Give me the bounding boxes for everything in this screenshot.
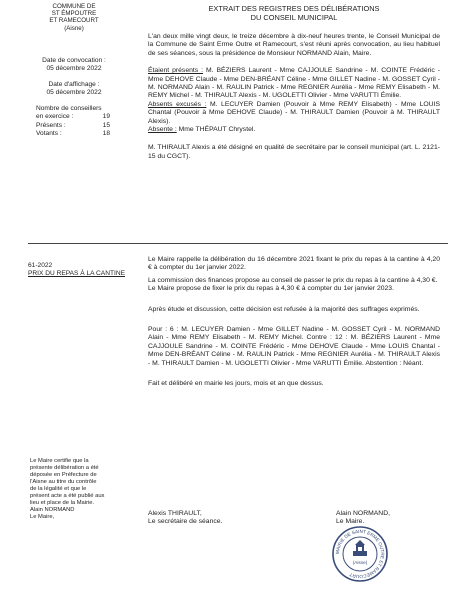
conseillers-value: 15	[102, 121, 110, 129]
stamp-center-text: (Aisne)	[352, 560, 368, 565]
certification-line: l'Aisne au titre du contrôle	[30, 479, 97, 485]
certification-line: présente délibération a été	[30, 465, 99, 471]
conseillers-row	[28, 130, 120, 138]
absents-label: Absents excusés :	[148, 100, 207, 108]
secretary-signature	[148, 510, 222, 527]
affichage-date: 05 décembre 2022	[46, 89, 102, 97]
certification-line: lieu et place de la Mairie.	[30, 500, 95, 506]
secretary-role: Le secrétaire de séance.	[148, 518, 223, 526]
stamp-graphic	[331, 525, 389, 583]
conseillers-value: 18	[102, 129, 110, 137]
deliberation-header	[28, 262, 128, 279]
stamp-ring-text: MAIRIE DE SAINT ERME OUTRE ET RAMECOURT	[334, 528, 386, 580]
session-info	[28, 57, 120, 138]
conseillers-label: Présents :	[36, 121, 66, 129]
session-body	[148, 33, 440, 161]
convocation-date: 05 décembre 2022	[46, 65, 102, 73]
deliberation-para-2: La commission des finances propose au conseil de passer le prix du repas à la cantine à 4,30 €.	[148, 276, 438, 284]
document-title	[148, 4, 440, 22]
deliberation-para-3: Le Maire propose de fixer le prix du repas à 4,30 € à compter du 1er janvier 2023.	[148, 285, 394, 293]
separator-line	[28, 243, 448, 244]
absents-list: M. LECUYER Damien (Pouvoir à Mme REMY Elisabeth) - Mme LOUIS Chantal (Pouvoir à Mme DEHOVE Claude) - M. THIRAULT Damien (Pouvoir à M. THIRAULT Alexis).	[148, 100, 440, 125]
secretary-name: Alexis THIRAULT,	[148, 510, 202, 517]
session-intro: L'an deux mille vingt deux, le treize décembre à dix-neuf heures trente, le Conseil Municipal de la Commune de Saint Erme Outre et Ramecourt, s'est réuni après convocation, au lieu habituel de ses séances, sous la présidence de Monsieur NORMAND Alain, Maire.	[148, 33, 440, 57]
certification-line: Alain NORMAND	[30, 507, 75, 513]
closing-statement: Fait et délibéré en mairie les jours, mois et an que dessus.	[148, 380, 324, 388]
absent-label: Absente :	[148, 126, 177, 134]
official-stamp-seal	[331, 525, 389, 583]
deliberation-subject: PRIX DU REPAS À LA CANTINE	[28, 270, 125, 278]
certification-line: Le Maire,	[30, 514, 55, 520]
deliberation-body	[148, 256, 440, 388]
conseillers-value: 19	[102, 113, 110, 121]
title-line-2: DU CONSEIL MUNICIPAL	[250, 13, 338, 22]
commune-line: COMMUNE DE	[52, 3, 96, 10]
commune-line: ST ÉMPOUTRE	[51, 10, 97, 18]
deliberation-result: Après étude et discussion, cette décision est refusée à la majorité des suffrages exprimés.	[148, 305, 420, 313]
certification-line: présent acte a été publié aux	[30, 493, 105, 499]
conseillers-label: en exercice :	[36, 113, 74, 121]
commune-header	[28, 3, 120, 32]
mayor-name: Alain NORMAND,	[336, 510, 391, 517]
certification-line: Le Maire certifie que la	[30, 458, 89, 464]
conseillers-row	[28, 122, 120, 130]
certification-note	[30, 458, 116, 521]
deliberation-para-1: Le Maire rappelle la délibération du 16 décembre 2021 fixant le prix du repas à la cantine à 4,20 € à compter du 1er janvier 2022.	[148, 256, 440, 272]
conseillers-row	[28, 113, 120, 121]
title-line-1: EXTRAIT DES REGISTRES DES DÉLIBÉRATIONS	[208, 4, 380, 13]
presents-list: M. BÉZIERS Laurent - Mme CAJJOULE Sandrine - M. COINTE Frédéric - Mme DEHOVE Claude - Mme DEN-BRÉANT Céline - Mme GILLET Nadine - M. GOSSET Cyril - M. NORMAND Alain - M. RAULIN Patrick - Mme REGNIER Aurélia - Mme REMY Elisabeth - M. REMY Michel - M. THIRAULT Alexis - M. UGOLETTI Olivier - Mme VARUTTI Émilie.	[148, 67, 440, 100]
mayor-role: Le Maire.	[336, 518, 365, 526]
conseillers-label: Votants :	[36, 129, 62, 137]
presents-label: Étaient présents :	[148, 67, 203, 75]
vote-breakdown: Pour : 6 : M. LECUYER Damien - Mme GILLET Nadine - M. GOSSET Cyril - M. NORMAND Alain - Mme REMY Elisabeth - M. REMY Michel. Contre : 12 : M. BÉZIERS Laurent - Mme CAJJOULE Sandrine - M. COINTE Frédéric - Mme DEHOVE Claude - Mme LOUIS Chantal - Mme DEN-BRÉANT Céline - M. RAULIN Patrick - Mme REGNIER Aurélia - M. THIRAULT Alexis - M. THIRAULT Damien - M. UGOLETTI Olivier - Mme VARUTTI Émilie. Abstention : Néant.	[148, 326, 440, 367]
commune-line: ET RAMECOURT	[49, 17, 99, 25]
certification-line: de la légalité et que le	[30, 486, 87, 492]
absent-name: Mme THÉPAUT Chrystel.	[178, 126, 256, 134]
secretary-designation: M. THIRAULT Alexis a été désigné en qualité de secrétaire par le conseil municipal (art. L. 2121-15 du CGCT).	[148, 144, 440, 160]
commune-line: (Aisne)	[64, 24, 84, 32]
deliberation-number: 61-2022	[28, 262, 53, 269]
conseillers-title: Nombre de conseillers	[36, 105, 102, 113]
certification-line: déposée en Préfecture de	[30, 472, 97, 478]
affichage-label: Date d'affichage :	[48, 81, 100, 89]
convocation-label: Date de convocation :	[42, 57, 106, 64]
